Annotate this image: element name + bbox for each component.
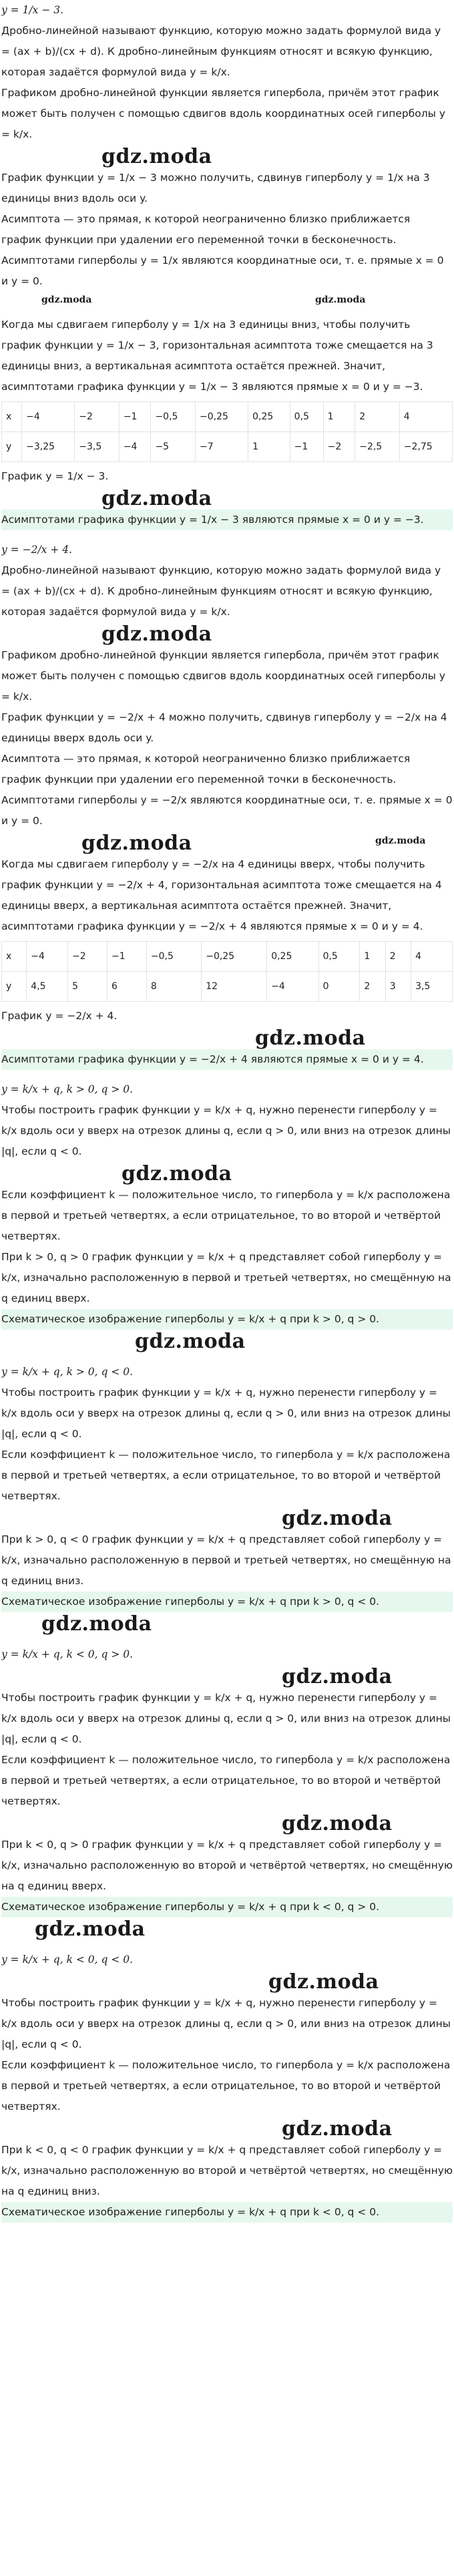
task-formula: y = 1/x − 3. bbox=[1, 4, 64, 16]
task-formula: y = −2/x + 4. bbox=[1, 544, 73, 556]
table-cell: −2 bbox=[323, 432, 355, 462]
asymptote-axes-text: Асимптотами гиперболы y = −2/x являются координатные оси, т. е. прямые x = 0 и y = 0. bbox=[1, 794, 453, 827]
watermark: gdz.moda bbox=[101, 145, 212, 168]
table-cell: y bbox=[2, 972, 27, 1002]
build-text: Чтобы построить график функции y = k/x + q, нужно перенести гиперболу y = k/x вдоль оси y вверх на отрезок длины q, если q > 0, или вниз на отрезок длины |q|, если q < 0. bbox=[1, 1692, 451, 1745]
graph-definition-text: Графиком дробно-линейной функции является гипербола, причём этот график может быть получен с помощью сдвигов вдоль координатных осей гиперболы y = k/x. bbox=[1, 649, 446, 703]
table-cell: 2 bbox=[360, 972, 385, 1002]
section-3 bbox=[1, 1079, 453, 1352]
watermark: gdz.moda bbox=[375, 836, 426, 846]
table-row-x bbox=[2, 942, 453, 972]
table-cell: 0,5 bbox=[290, 402, 323, 432]
graph-caption: График y = −2/x + 4. bbox=[1, 1010, 118, 1022]
table-cell: 5 bbox=[68, 972, 107, 1002]
watermark: gdz.moda bbox=[41, 1612, 152, 1636]
table-row-y bbox=[2, 972, 453, 1002]
table-cell: −1 bbox=[119, 402, 151, 432]
table-cell: −0,5 bbox=[146, 942, 201, 972]
table-cell: −2,75 bbox=[399, 432, 452, 462]
answer-text: Схематическое изображение гиперболы y = k/x + q при k > 0, q > 0. bbox=[1, 1309, 453, 1330]
table-cell: 1 bbox=[248, 432, 290, 462]
table-cell: x bbox=[2, 402, 22, 432]
answer-text: Схематическое изображение гиперболы y = k/x + q при k < 0, q > 0. bbox=[1, 1897, 453, 1917]
table-cell: 1 bbox=[323, 402, 355, 432]
table-cell: x bbox=[2, 942, 27, 972]
values-table bbox=[1, 941, 453, 1002]
table-row-x bbox=[2, 402, 453, 432]
k-sign-text: Если коэффициент k — положительное число, то гипербола y = k/x расположена в первой и третьей четвертях, а если отрицательное, то во второй и четвёртой четвертях. bbox=[1, 1449, 451, 1502]
task-formula: y = k/x + q, k > 0, q > 0. bbox=[1, 1083, 134, 1095]
asymptote-axes-text: Асимптотами гиперболы y = 1/x являются координатные оси, т. е. прямые x = 0 и y = 0. bbox=[1, 254, 444, 287]
table-cell: −2 bbox=[75, 402, 120, 432]
definition-text: Дробно-линейной называют функцию, которую можно задать формулой вида y = (ax + b)/(cx + d). К дробно-линейным функциям относят и всякую функцию, которая задаётся формулой вида y = k/x. bbox=[1, 25, 441, 78]
table-cell: −0,5 bbox=[151, 402, 196, 432]
watermark: gdz.moda bbox=[282, 1507, 393, 1530]
table-cell: 4,5 bbox=[27, 972, 68, 1002]
section-6 bbox=[1, 1950, 453, 2223]
table-cell: −5 bbox=[151, 432, 196, 462]
task-formula: y = k/x + q, k < 0, q > 0. bbox=[1, 1648, 134, 1660]
table-cell: −4 bbox=[22, 402, 75, 432]
watermark: gdz.moda bbox=[41, 295, 92, 305]
table-cell: 0 bbox=[318, 972, 360, 1002]
table-cell: 0,25 bbox=[267, 942, 318, 972]
watermark: gdz.moda bbox=[101, 487, 212, 510]
section-1 bbox=[1, 0, 453, 530]
table-cell: y bbox=[2, 432, 22, 462]
watermark: gdz.moda bbox=[282, 2117, 393, 2141]
table-cell: 0,5 bbox=[318, 942, 360, 972]
shift-asymptote-text: Когда мы сдвигаем гиперболу y = 1/x на 3 единицы вниз, чтобы получить график функции y = 1/x − 3, горизонтальная асимптота тоже смещается на 3 единицы вниз, а вертикальная асимптота остаётся прежней. Значит, асимптотами графика функции y = 1/x − 3 являются прямые x = 0 и y = −3. bbox=[1, 319, 433, 393]
table-cell: −4 bbox=[27, 942, 68, 972]
section-2 bbox=[1, 540, 453, 1070]
table-cell: −2 bbox=[68, 942, 107, 972]
k-sign-text: Если коэффициент k — положительное число, то гипербола y = k/x расположена в первой и третьей четвертях, а если отрицательное, то во второй и четвёртой четвертях. bbox=[1, 1189, 451, 1242]
table-cell: −1 bbox=[290, 432, 323, 462]
answer-text: Схематическое изображение гиперболы y = k/x + q при k < 0, q < 0. bbox=[1, 2202, 453, 2223]
graph-definition-text: Графиком дробно-линейной функции является гипербола, причём этот график может быть получен с помощью сдвигов вдоль координатных осей гиперболы y = k/x. bbox=[1, 87, 446, 140]
table-cell: −7 bbox=[195, 432, 248, 462]
table-cell: 2 bbox=[385, 942, 411, 972]
table-cell: 0,25 bbox=[248, 402, 290, 432]
watermark: gdz.moda bbox=[81, 832, 192, 855]
shift-text: График функции y = 1/x − 3 можно получить, сдвинув гиперболу y = 1/x на 3 единицы вниз вдоль оси y. bbox=[1, 172, 430, 204]
k-sign-text: Если коэффициент k — положительное число, то гипербола y = k/x расположена в первой и третьей четвертях, а если отрицательное, то во второй и четвёртой четвертях. bbox=[1, 2059, 451, 2112]
watermark: gdz.moda bbox=[122, 1162, 232, 1185]
table-cell: 8 bbox=[146, 972, 201, 1002]
answer-text: Асимптотами графика функции y = 1/x − 3 являются прямые x = 0 и y = −3. bbox=[1, 510, 453, 530]
graph-caption: График y = 1/x − 3. bbox=[1, 470, 109, 482]
build-text: Чтобы построить график функции y = k/x + q, нужно перенести гиперболу y = k/x вдоль оси y вверх на отрезок длины q, если q > 0, или вниз на отрезок длины |q|, если q < 0. bbox=[1, 1387, 451, 1440]
answer-text: Асимптотами графика функции y = −2/x + 4 являются прямые x = 0 и y = 4. bbox=[1, 1049, 453, 1070]
build-text: Чтобы построить график функции y = k/x + q, нужно перенести гиперболу y = k/x вдоль оси y вверх на отрезок длины q, если q > 0, или вниз на отрезок длины |q|, если q < 0. bbox=[1, 1997, 451, 2050]
task-formula: y = k/x + q, k > 0, q < 0. bbox=[1, 1366, 134, 1378]
result-text: При k > 0, q < 0 график функции y = k/x + q представляет собой гиперболу y = k/x, изначально расположенную в первой и третьей четвертях, но смещённую на q единиц вниз. bbox=[1, 1533, 451, 1587]
watermark: gdz.moda bbox=[35, 1917, 146, 1941]
watermark: gdz.moda bbox=[282, 1665, 393, 1688]
table-cell: 3 bbox=[385, 972, 411, 1002]
watermark: gdz.moda bbox=[315, 295, 366, 305]
table-cell: −4 bbox=[119, 432, 151, 462]
shift-asymptote-text: Когда мы сдвигаем гиперболу y = −2/x на 4 единицы вверх, чтобы получить график функции y = −2/x + 4, горизонтальная асимптота тоже смещается на 4 единицы вверх, а вертикальная асимптота остаётся прежней. Значит, асимптотами графика функции y = −2/x + 4 являются прямые x = 0 и y = 4. bbox=[1, 858, 442, 932]
table-cell: 4 bbox=[411, 942, 453, 972]
watermark: gdz.moda bbox=[101, 622, 212, 646]
result-text: При k > 0, q > 0 график функции y = k/x + q представляет собой гиперболу y = k/x, изначально расположенную в первой и третьей четвертях, но смещённую на q единиц вверх. bbox=[1, 1251, 451, 1304]
table-cell: −0,25 bbox=[202, 942, 267, 972]
table-cell: −3,5 bbox=[75, 432, 120, 462]
result-text: При k < 0, q > 0 график функции y = k/x + q представляет собой гиперболу y = k/x, изначально расположенную во второй и четвёртой четвертях, но смещённую на q единиц вверх. bbox=[1, 1839, 453, 1892]
table-cell: 3,5 bbox=[411, 972, 453, 1002]
asymptote-definition: Асимптота — это прямая, к которой неограниченно близко приближается график функции при удалении его переменной точки в бесконечность. bbox=[1, 213, 411, 246]
watermark: gdz.moda bbox=[282, 1812, 393, 1835]
answer-text: Схематическое изображение гиперболы y = k/x + q при k > 0, q < 0. bbox=[1, 1592, 453, 1612]
section-4 bbox=[1, 1362, 453, 1635]
result-text: При k < 0, q < 0 график функции y = k/x + q представляет собой гиперболу y = k/x, изначально расположенную во второй и четвёртой четвертях, но смещённую на q единиц вниз. bbox=[1, 2144, 453, 2197]
task-formula: y = k/x + q, k < 0, q < 0. bbox=[1, 1954, 134, 1966]
table-cell: −2,5 bbox=[355, 432, 400, 462]
table-cell: 6 bbox=[107, 972, 147, 1002]
definition-text: Дробно-линейной называют функцию, которую можно задать формулой вида y = (ax + b)/(cx + d). К дробно-линейным функциям относят и всякую функцию, которая задаётся формулой вида y = k/x. bbox=[1, 564, 441, 618]
table-cell: −3,25 bbox=[22, 432, 75, 462]
build-text: Чтобы построить график функции y = k/x + q, нужно перенести гиперболу y = k/x вдоль оси y вверх на отрезок длины q, если q > 0, или вниз на отрезок длины |q|, если q < 0. bbox=[1, 1104, 451, 1157]
watermark: gdz.moda bbox=[255, 1027, 366, 1050]
table-cell: 4 bbox=[399, 402, 452, 432]
table-row-y bbox=[2, 432, 453, 462]
watermark: gdz.moda bbox=[268, 1970, 379, 1994]
values-table bbox=[1, 401, 453, 462]
shift-text: График функции y = −2/x + 4 можно получить, сдвинув гиперболу y = −2/x на 4 единицы вверх вдоль оси y. bbox=[1, 711, 447, 744]
table-cell: −1 bbox=[107, 942, 147, 972]
section-5 bbox=[1, 1644, 453, 1940]
table-cell: 12 bbox=[202, 972, 267, 1002]
table-cell: −4 bbox=[267, 972, 318, 1002]
k-sign-text: Если коэффициент k — положительное число, то гипербола y = k/x расположена в первой и третьей четвертях, а если отрицательное, то во второй и четвёртой четвертях. bbox=[1, 1754, 451, 1807]
table-cell: 1 bbox=[360, 942, 385, 972]
watermark: gdz.moda bbox=[135, 1330, 246, 1353]
table-cell: −0,25 bbox=[195, 402, 248, 432]
asymptote-definition: Асимптота — это прямая, к которой неограниченно близко приближается график функции при удалении его переменной точки в бесконечность. bbox=[1, 753, 411, 785]
table-cell: 2 bbox=[355, 402, 400, 432]
